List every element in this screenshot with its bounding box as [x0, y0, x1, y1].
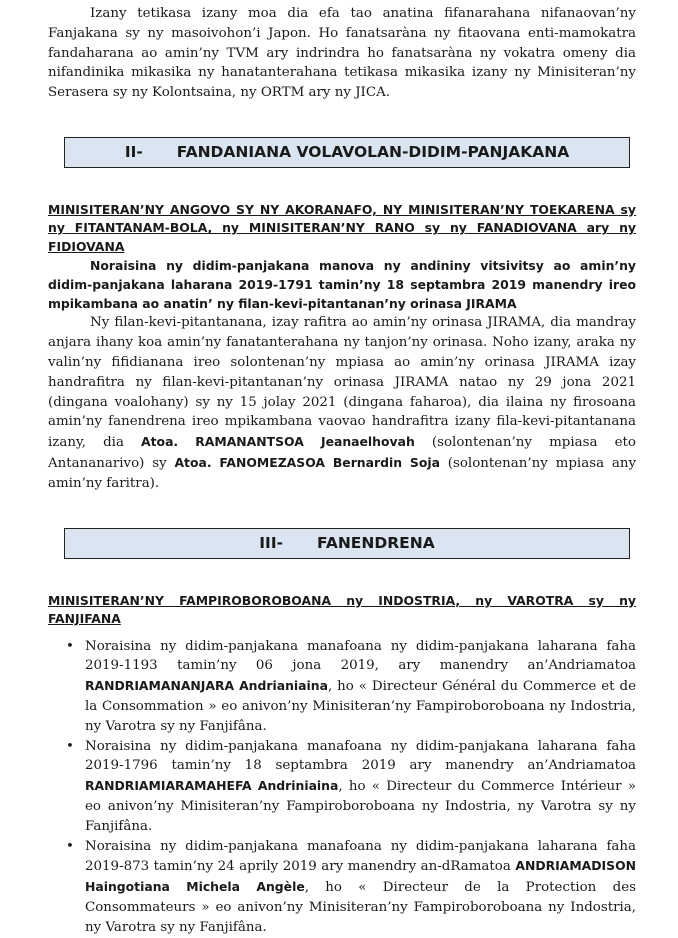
section-2-title: FANDANIANA VOLAVOLAN-DIDIM-PANJAKANA: [176, 142, 570, 161]
person-1-title: Atoa.: [141, 434, 179, 450]
list-item: [48, 837, 636, 938]
section-3-heading: [64, 528, 630, 559]
item-text-after: , ho « Directeur Général du Commerce et de la Consommation » eo anivon’ny Minisiteran’ny Fampiroboroboana ny Indostria, ny Varotra sy ny Fanjifâna.: [85, 679, 636, 734]
section-2-decree-summary: Noraisina ny didim-panjakana manova ny andininy vitsivitsy ao amin’ny didim-panjakana laharana 2019-1791 tamin’ny 18 septambra 2019 manendry ireo mpikambana ao anatin’ ny filan-kevi-pitantanan’ny orinasa JIRAMA: [48, 258, 636, 312]
list-item: [48, 637, 636, 737]
item-name: RANDRIAMIARAMAHEFA Andriniaina: [85, 778, 339, 794]
bullet-icon: •: [66, 738, 74, 754]
bullet-icon: •: [66, 638, 74, 654]
item-name: RANDRIAMANANJARA Andrianiaina: [85, 678, 328, 694]
item-name: ANDRIAMADISON Haingotiana Michela Angèle: [85, 858, 636, 895]
bullet-icon: •: [66, 838, 74, 854]
person-1-name: RAMANANTSOA Jeanaelhovah: [195, 434, 415, 450]
item-text-before: Noraisina ny didim-panjakana manafoana ny didim-panjakana laharana faha 2019-1193 tamin’ny 06 jona 2019, ary manendry an’Andriamatoa: [85, 638, 636, 674]
item-text-after: , ho « Directeur du Commerce Intérieur » eo anivon’ny Minisiteran’ny Fampiroboroboana ny Indostria, ny Varotra sy ny Fanjifâna.: [85, 779, 636, 834]
person-2-title: Atoa.: [174, 455, 212, 471]
section-2-number: II-: [124, 142, 143, 161]
intro-paragraph: Izany tetikasa izany moa dia efa tao anatina fifanarahana nifanaovan’ny Fanjakana sy ny masoivohon’i Japon. Ho fanatsaràna ny fitaovana enti-mamokatra fandaharana ao amin’ny TVM ary indrindra ho fanatsaràna ny vokatra omeny dia nifandinika mikasika ny hanatanterahana tetikasa mikasika izany ny Minisiteran’ny Serasera sy ny Kolontsaina, ny ORTM ary ny JICA.: [48, 6, 636, 101]
person-2-name: FANOMEZASOA Bernardin Soja: [219, 455, 440, 471]
appointments-list: [48, 637, 636, 938]
section-2-ministry: MINISITERAN’NY ANGOVO SY NY AKORANAFO, NY MINISITERAN’NY TOEKARENA sy ny FITANTANAM-BOLA, ny MINISITERAN’NY RANO sy ny FANADIOVANA ary ny FIDIOVANA: [48, 201, 636, 254]
section-2-body-text: Ny filan-kevi-pitantanana, izay rafitra ao amin’ny orinasa JIRAMA, dia mandray anjara ihany koa amin’ny fanatanterahana ny tanjon’ny orinasa. Noho izany, araka ny valin’ny fifidianana ireo solontenan’ny mpiasa ao amin’ny orinasa JIRAMA izay handrafitra ny filan-kevi-pitantanan’ny orinasa JIRAMA natao ny 29 jona 2021 (dingana voalohany) sy ny 15 jolay 2021 (dingana faharoa), dia ilaina ny firosoana amin’ny fanendrena ireo mpikambana vaovao handrafitra izany fila-kevi-pitantanana izany, dia: [48, 315, 636, 451]
section-2-body: [48, 313, 636, 493]
item-text-before: Noraisina ny didim-panjakana manafoana ny didim-panjakana laharana faha 2019-873 tamin’ny 24 aprily 2019 ary manendry an-dRamatoa: [85, 838, 636, 875]
item-text-before: Noraisina ny didim-panjakana manafoana ny didim-panjakana laharana faha 2019-1796 tamin’ny 18 septambra 2019 ary manendry an’Andriamatoa: [85, 738, 636, 774]
person-1-role: (solontenan’ny mpiasa eto Antananarivo) sy: [48, 435, 636, 472]
list-item: [48, 737, 636, 837]
section-3-title: FANENDRENA: [317, 533, 435, 552]
section-3-ministry: MINISITERAN’NY FAMPIROBOROBOANA ny INDOSTRIA, ny VAROTRA sy ny FANJIFANA: [48, 592, 636, 627]
section-3-number: III-: [259, 533, 284, 552]
section-2-heading: [64, 137, 630, 168]
person-2-role: (solontenan’ny mpiasa any amin’ny faritra).: [48, 456, 637, 491]
item-text-after: , ho « Directeur de la Protection des Consommateurs » eo anivon’ny Minisiteran’ny Fampiroboroboana ny Indostria, ny Varotra sy ny Fanjifâna.: [85, 880, 636, 935]
